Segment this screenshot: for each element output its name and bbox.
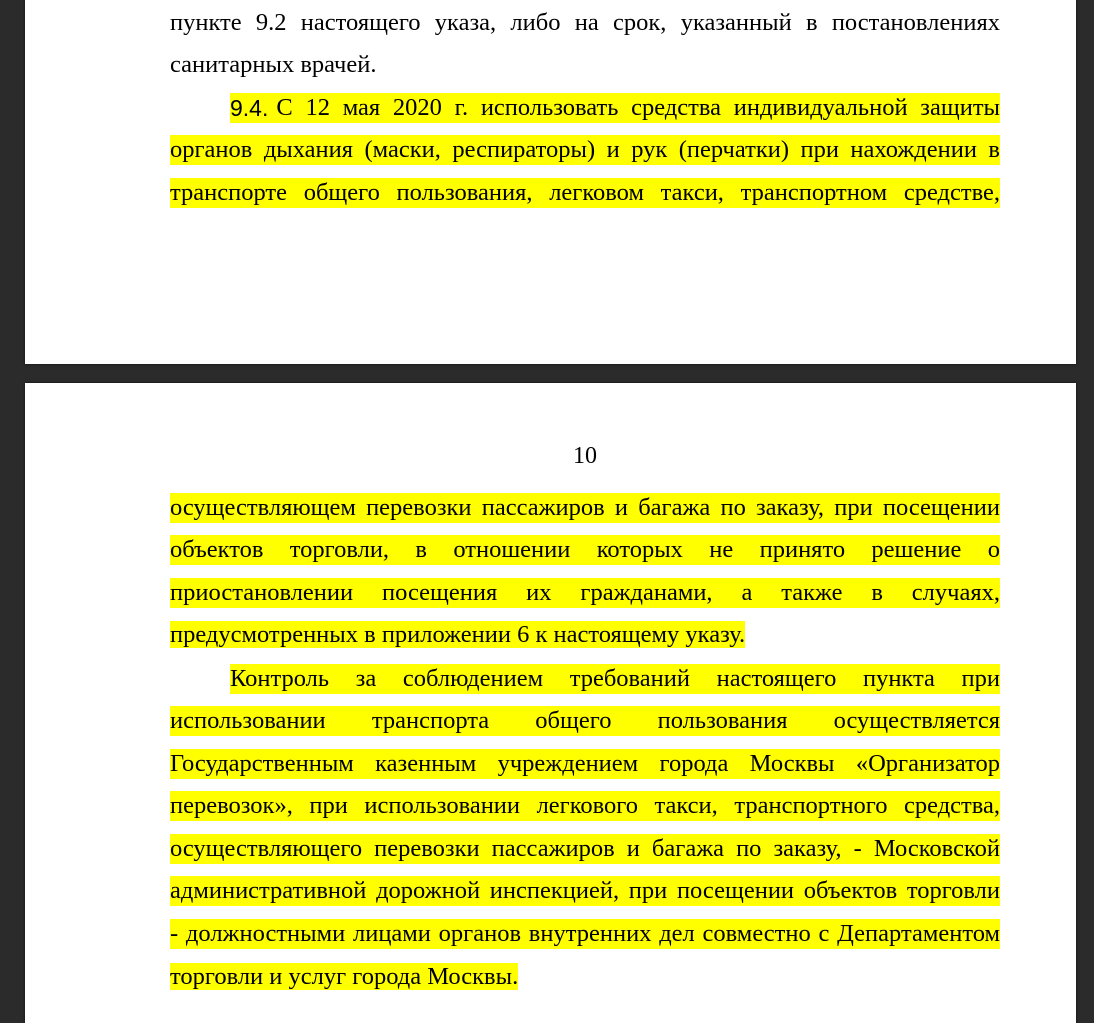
document-page (25, 383, 1076, 1023)
text-line: - должностными лицами органов внутренних дел совместно с Департаментом (170, 920, 1000, 947)
text-line: транспорте общего пользования, легковом такси, транспортном средстве, (170, 179, 1000, 206)
text-line: пункте 9.2 настоящего указа, либо на срок, указанный в постановлениях (170, 9, 1000, 36)
text-line-wrap (170, 962, 1000, 992)
page-number: 10 (573, 443, 597, 469)
text-line: санитарных врачей. (170, 51, 377, 78)
text-line: органов дыхания (маски, респираторы) и рук (перчатки) при нахождении в (170, 136, 1000, 163)
text-line: административной дорожной инспекцией, при посещении объектов торговли (170, 877, 1000, 904)
text-line: осуществляющего перевозки пассажиров и багажа по заказу, - Московской (170, 835, 1000, 862)
text-line-wrap (170, 620, 1000, 650)
text-line: предусмотренных в приложении 6 к настоящему указу. (170, 621, 746, 648)
text-line: С 12 мая 2020 г. использовать средства индивидуальной защиты (276, 94, 1000, 121)
text-line: использовании транспорта общего пользования осуществляется (170, 707, 1000, 734)
text-line: торговли и услуг города Москвы. (170, 963, 519, 990)
text-line: Государственным казенным учреждением города Москвы «Организатор (170, 750, 1000, 777)
text-line: объектов торговли, в отношении которых не принято решение о (170, 536, 1000, 563)
text-line: перевозок», при использовании легкового такси, транспортного средства, (170, 792, 1000, 819)
text-line: Контроль за соблюдением требований настоящего пункта при (230, 665, 1000, 692)
text-line: осуществляющем перевозки пассажиров и багажа по заказу, при посещении (170, 494, 1000, 521)
item-number: 9.4. (230, 95, 269, 121)
highlighted-paragraph-start (230, 93, 1000, 123)
text-line: приостановлении посещения их гражданами, а также в случаях, (170, 579, 1000, 606)
document-page (25, 0, 1076, 364)
